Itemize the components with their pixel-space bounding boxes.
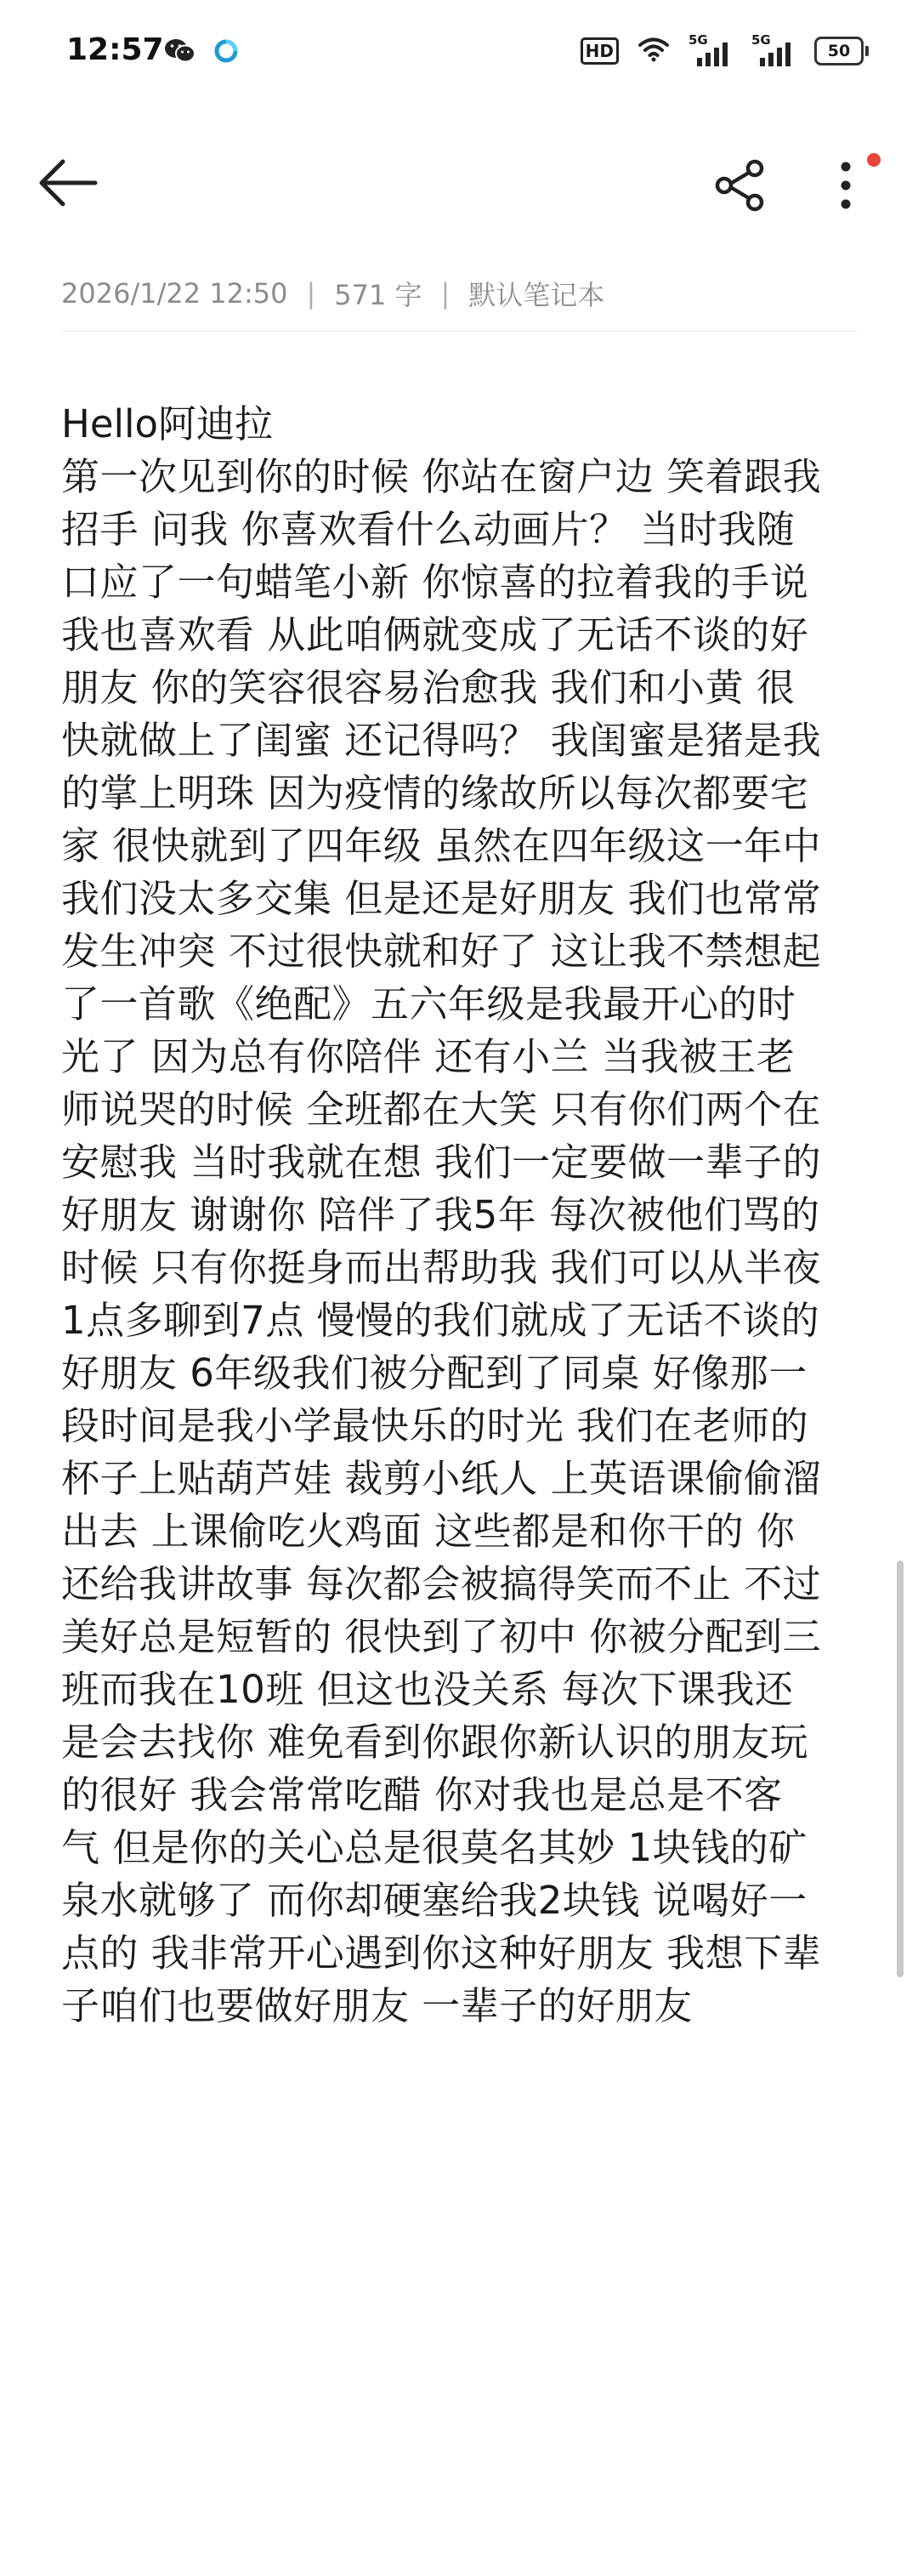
share-button[interactable] xyxy=(707,153,772,218)
note-body-line[interactable]: 师说哭的时候 全班都在大笑 只有你们两个在 xyxy=(61,1087,822,1132)
share-icon xyxy=(707,153,772,218)
hd-badge: HD xyxy=(581,37,619,65)
app-ring-icon xyxy=(213,38,239,67)
note-title[interactable]: Hello阿迪拉 xyxy=(61,401,274,446)
note-toolbar xyxy=(0,136,918,230)
battery-icon xyxy=(814,37,869,65)
note-body-line[interactable]: 了一首歌《绝配》五六年级是我最开心的时 xyxy=(61,981,796,1026)
back-arrow-icon xyxy=(34,153,102,213)
note-body-line[interactable]: 点的 我非常开心遇到你这种好朋友 我想下辈 xyxy=(61,1931,822,1976)
signal-5g-icon-2 xyxy=(751,34,796,68)
note-body-line[interactable]: 我们没太多交集 但是还是好朋友 我们也常常 xyxy=(61,876,822,921)
battery-level: 50 xyxy=(814,37,864,65)
note-meta xyxy=(61,274,604,313)
note-body-line[interactable]: 快就做上了闺蜜 还记得吗？ 我闺蜜是猪是我 xyxy=(61,718,822,763)
note-datetime: 2026/1/22 12:50 xyxy=(61,277,288,310)
back-button[interactable] xyxy=(34,153,102,213)
note-body-line[interactable]: 段时间是我小学最快乐的时光 我们在老师的 xyxy=(61,1403,809,1448)
scrollbar-thumb[interactable] xyxy=(897,1561,904,1977)
meta-separator: | xyxy=(440,277,450,310)
note-body-line[interactable]: 安慰我 当时我就在想 我们一定要做一辈子的 xyxy=(61,1140,822,1185)
note-body-line[interactable]: 招手 问我 你喜欢看什么动画片？ 当时我随 xyxy=(61,507,796,552)
net-label-1: 5G xyxy=(688,32,708,48)
meta-separator: | xyxy=(306,277,316,310)
note-body-line[interactable]: 泉水就够了 而你却硬塞给我2块钱 说喝好一 xyxy=(61,1878,808,1923)
note-body-line[interactable]: 的掌上明珠 因为疫情的缘故所以每次都要宅 xyxy=(61,771,809,816)
note-body-line[interactable]: 气 但是你的关心总是很莫名其妙 1块钱的矿 xyxy=(61,1825,808,1870)
note-body-line[interactable]: 光了 因为总有你陪伴 还有小兰 当我被王老 xyxy=(61,1034,796,1079)
note-body-line[interactable]: 是会去找你 难免看到你跟你新认识的朋友玩 xyxy=(61,1720,809,1765)
note-body-line[interactable]: 1点多聊到7点 慢慢的我们就成了无话不谈的 xyxy=(61,1298,820,1343)
signal-5g-icon-1 xyxy=(688,34,733,68)
status-indicators xyxy=(581,34,869,68)
note-body-line[interactable]: 发生冲突 不过很快就和好了 这让我不禁想起 xyxy=(61,929,822,974)
wifi-icon xyxy=(638,37,670,65)
note-body-line[interactable]: 出去 上课偷吃火鸡面 这些都是和你干的 你 xyxy=(61,1509,796,1554)
divider xyxy=(61,330,857,332)
note-word-count: 571 字 xyxy=(334,279,422,311)
wechat-icon xyxy=(164,37,196,68)
note-body-line[interactable]: 家 很快就到了四年级 虽然在四年级这一年中 xyxy=(61,823,822,868)
status-bar xyxy=(0,0,918,102)
note-body-line[interactable]: 还给我讲故事 每次都会被搞得笑而不止 不过 xyxy=(61,1561,822,1606)
status-app-icons xyxy=(164,37,239,68)
note-body-line[interactable]: 我也喜欢看 从此咱俩就变成了无话不谈的好 xyxy=(61,612,809,657)
note-notebook-name[interactable]: 默认笔记本 xyxy=(468,279,605,311)
note-body-line[interactable]: 子咱们也要做好朋友 一辈子的好朋友 xyxy=(61,1983,693,2028)
note-body-line[interactable]: 杯子上贴葫芦娃 裁剪小纸人 上英语课偷偷溜 xyxy=(61,1456,822,1501)
note-body-line[interactable]: 好朋友 6年级我们被分配到了同桌 好像那一 xyxy=(61,1351,808,1396)
note-editor[interactable] xyxy=(61,398,857,2033)
notification-dot xyxy=(867,153,881,167)
note-body-line[interactable]: 班而我在10班 但这也没关系 每次下课我还 xyxy=(61,1667,794,1712)
note-body-line[interactable]: 第一次见到你的时候 你站在窗户边 笑着跟我 xyxy=(61,454,822,499)
note-body-line[interactable]: 朋友 你的笑容很容易治愈我 我们和小黄 很 xyxy=(61,665,796,710)
note-body-line[interactable]: 的很好 我会常常吃醋 你对我也是总是不客 xyxy=(61,1772,783,1817)
status-time: 12:57 xyxy=(66,32,164,67)
note-body-line[interactable]: 好朋友 谢谢你 陪伴了我5年 每次被他们骂的 xyxy=(61,1192,820,1237)
note-body-line[interactable]: 美好总是短暂的 很快到了初中 你被分配到三 xyxy=(61,1614,822,1659)
note-body-line[interactable]: 口应了一句蜡笔小新 你惊喜的拉着我的手说 xyxy=(61,560,809,605)
note-body-line[interactable]: 时候 只有你挺身而出帮助我 我们可以从半夜 xyxy=(61,1245,822,1290)
net-label-2: 5G xyxy=(751,32,771,48)
